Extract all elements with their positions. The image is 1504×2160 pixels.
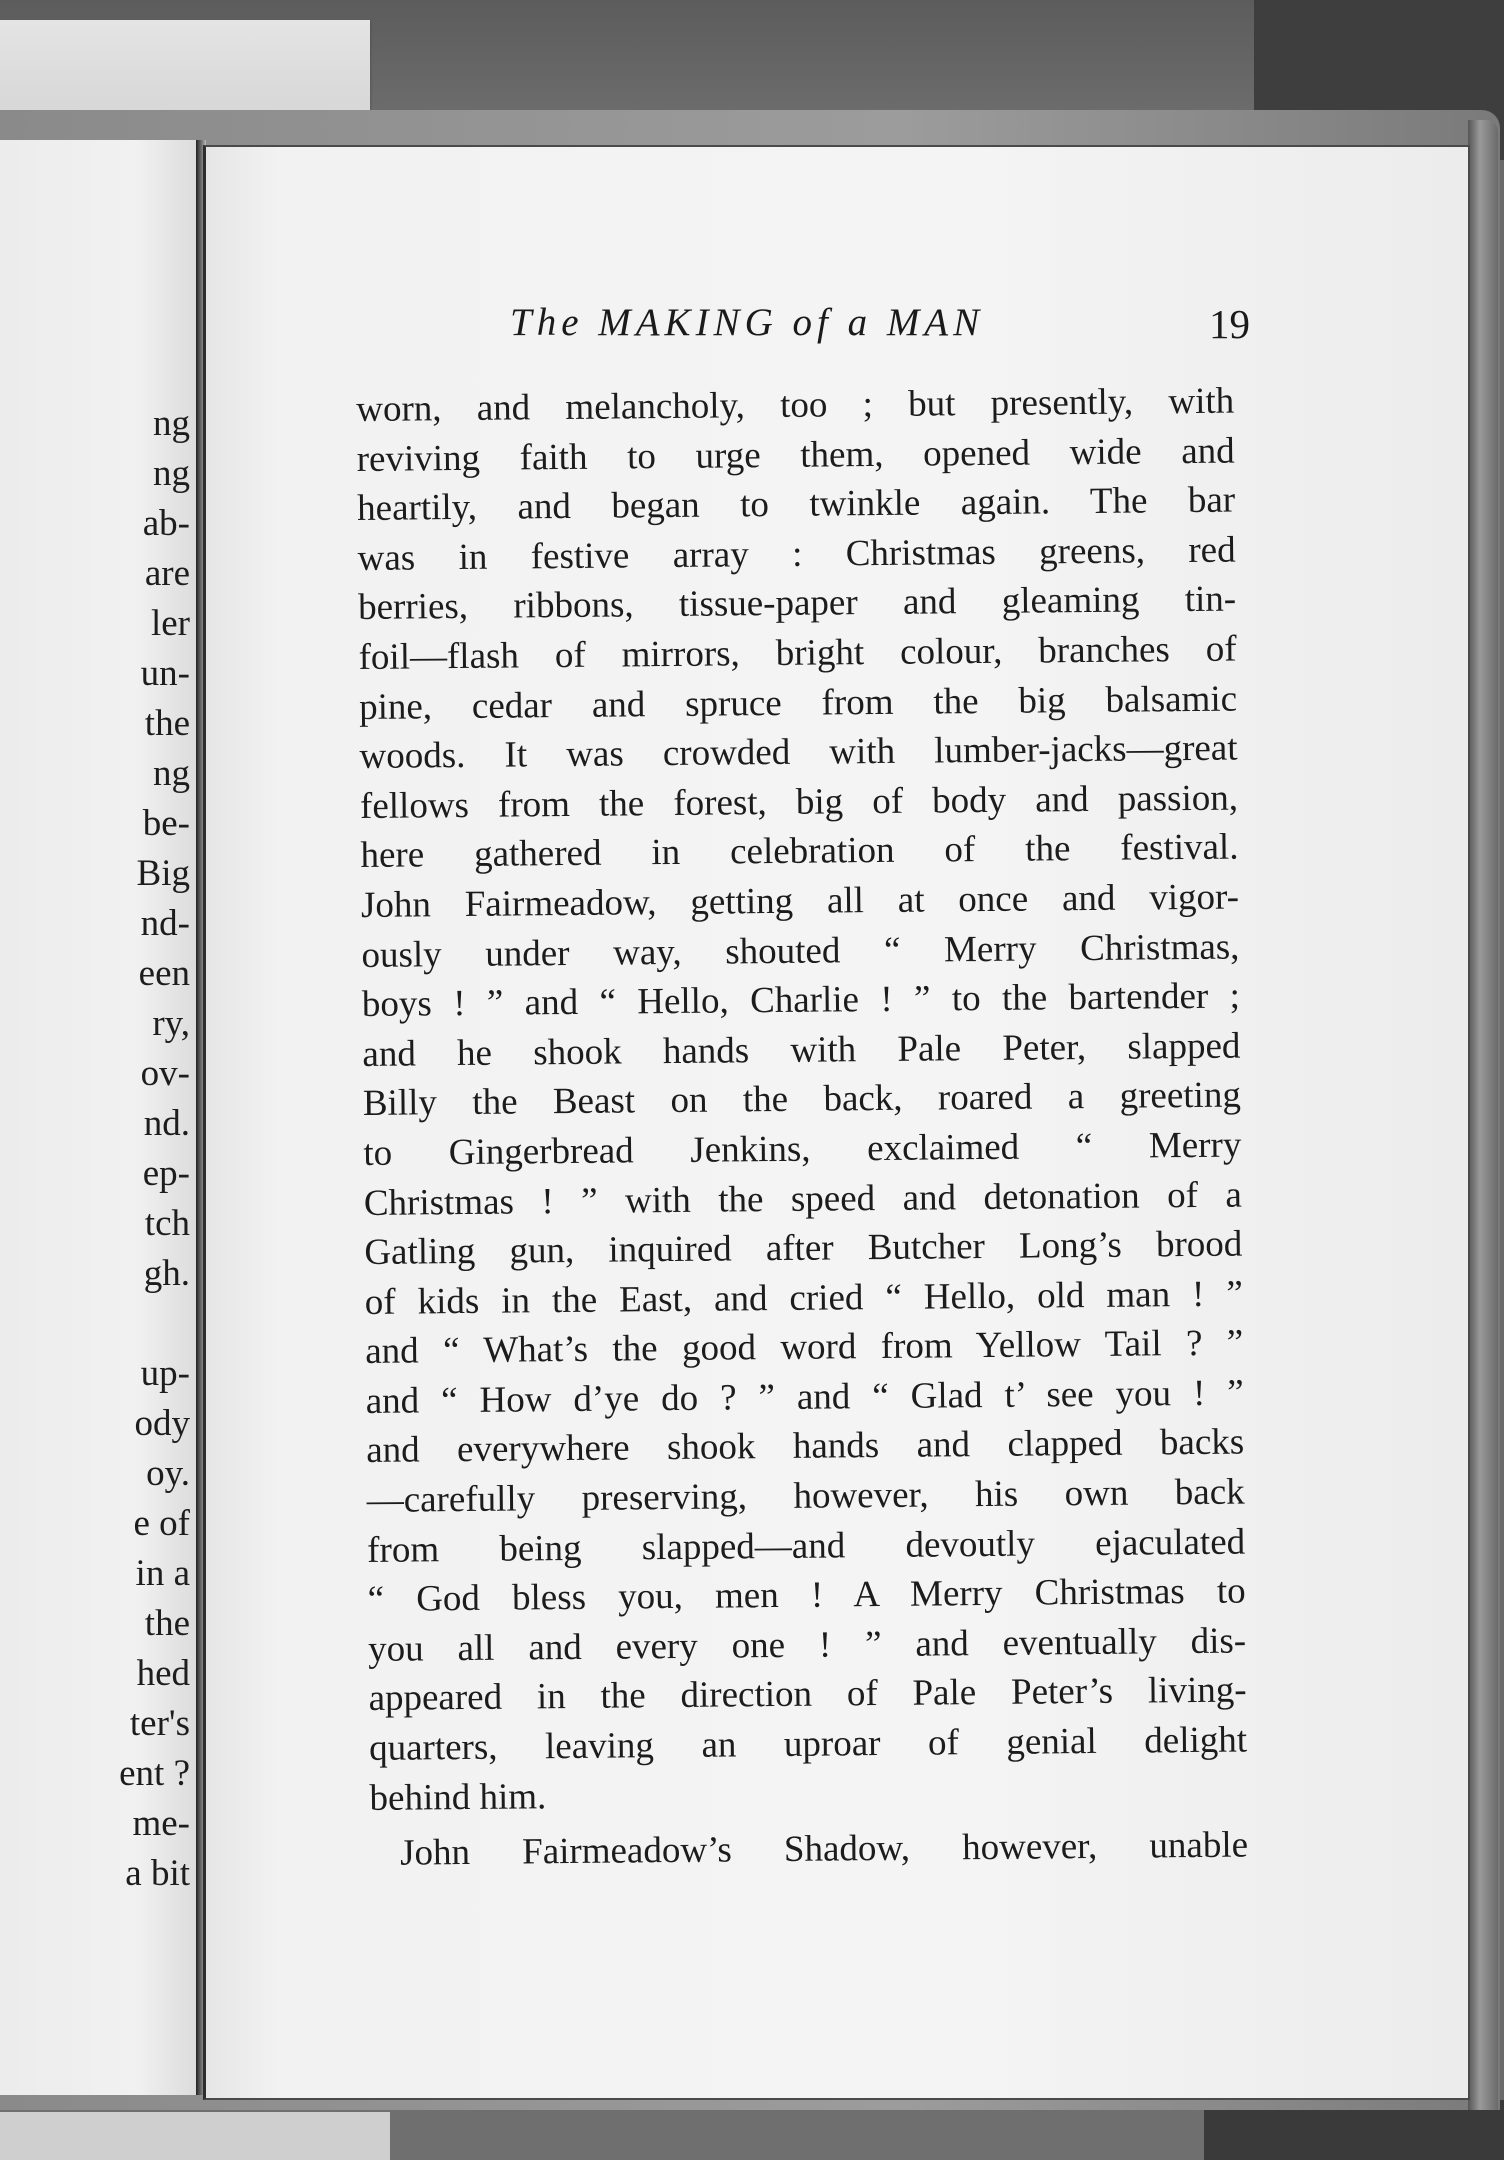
- left-page-line-fragment: hed: [136, 1653, 190, 1694]
- text-line: you all and every one ! ” and eventually dis-: [367, 1620, 1247, 1670]
- page-edge: [1468, 120, 1498, 2110]
- left-page-line-fragment: the: [144, 703, 190, 744]
- text-line: behind him.: [369, 1775, 547, 1819]
- text-line: here gathered in celebration of the festival.: [360, 826, 1239, 877]
- paper-strip-top: [0, 20, 370, 120]
- text-line: foil—flash of mirrors, bright colour, branches of: [358, 628, 1237, 678]
- left-page-line-fragment: ent ?: [119, 1753, 190, 1794]
- text-line: from being slapped—and devoutly ejaculated: [366, 1521, 1246, 1571]
- left-page-line-fragment: gh.: [143, 1253, 190, 1294]
- text-line: heartily, and began to twinkle again. The bar: [356, 479, 1236, 530]
- text-line: pine, cedar and spruce from the big balsamic: [358, 678, 1238, 728]
- running-title: The MAKING of a MAN: [510, 301, 985, 344]
- text-line: John Fairmeadow, getting all at once and vigor-: [360, 876, 1240, 926]
- left-page-line-fragment: are: [144, 553, 190, 594]
- left-page-line-fragment: be-: [142, 803, 190, 844]
- left-page-line-fragment: up-: [140, 1353, 190, 1394]
- text-line: appeared in the direction of Pale Peter’s living-: [368, 1669, 1247, 1720]
- text-line: of kids in the East, and cried “ Hello, old man ! ”: [364, 1273, 1243, 1323]
- text-line: fellows from the forest, big of body and passion,: [359, 777, 1239, 827]
- left-page-line-fragment: ab-: [142, 503, 190, 544]
- body-text: [356, 377, 1248, 1879]
- text-line: ously under way, shouted “ Merry Christmas,: [361, 926, 1240, 976]
- left-page-line-fragment: ng: [153, 403, 190, 444]
- text-line: berries, ribbons, tissue-paper and gleaming tin-: [357, 578, 1237, 629]
- page-number: 19: [1209, 301, 1250, 347]
- text-line: Billy the Beast on the back, roared a greeting: [362, 1074, 1242, 1125]
- left-page-line-fragment: ry,: [152, 1003, 190, 1044]
- left-facing-page: [0, 140, 199, 2095]
- text-line: Christmas ! ” with the speed and detonation of a: [363, 1174, 1243, 1224]
- running-header: [510, 300, 1250, 360]
- left-page-line-fragment: tch: [144, 1203, 190, 1244]
- text-line: Gatling gun, inquired after Butcher Long’s brood: [364, 1223, 1243, 1274]
- text-line: worn, and melancholy, too ; but presently, with: [356, 380, 1235, 430]
- left-page-line-fragment: ler: [150, 603, 190, 644]
- text-line: boys ! ” and “ Hello, Charlie ! ” to the bartender ;: [361, 975, 1241, 1026]
- text-line: to Gingerbread Jenkins, exclaimed “ Merry: [363, 1124, 1242, 1174]
- text-line: woods. It was crowded with lumber-jacks—great: [359, 727, 1238, 778]
- text-line: was in festive array : Christmas greens, red: [357, 529, 1236, 579]
- left-page-line-fragment: oy.: [146, 1453, 190, 1494]
- text-line: reviving faith to urge them, opened wide and: [356, 430, 1235, 480]
- left-page-line-fragment: e of: [133, 1503, 190, 1544]
- text-line: and “ How d’ye do ? ” and “ Glad t’ see you ! ”: [365, 1372, 1244, 1422]
- left-page-line-fragment: een: [138, 953, 190, 994]
- left-page-line-fragment: Big: [136, 853, 190, 894]
- left-page-line-fragment: ter's: [129, 1703, 190, 1744]
- left-page-line-fragment: ng: [153, 453, 190, 494]
- left-page-line-fragment: un-: [140, 653, 190, 694]
- text-line: and he shook hands with Pale Peter, slapped: [362, 1025, 1241, 1075]
- text-line: “ God bless you, men ! A Merry Christmas to: [367, 1570, 1246, 1621]
- left-page-line-fragment: ov-: [140, 1053, 190, 1094]
- paper-strip-bottom: [0, 2112, 390, 2160]
- left-page-line-fragment: ody: [134, 1403, 190, 1444]
- left-page-line-fragment: nd.: [143, 1103, 190, 1144]
- left-page-line-fragment: ng: [153, 753, 190, 794]
- left-page-line-fragment: a bit: [125, 1853, 190, 1894]
- left-page-line-fragment: the: [144, 1603, 190, 1644]
- text-line: John Fairmeadow’s Shadow, however, unable: [399, 1824, 1249, 1874]
- left-page-line-fragment: me-: [132, 1803, 190, 1844]
- text-line: and everywhere shook hands and clapped backs: [366, 1421, 1245, 1472]
- left-page-line-fragment: nd-: [140, 903, 190, 944]
- text-line: —carefully preserving, however, his own back: [366, 1471, 1245, 1522]
- left-page-line-fragment: ep-: [142, 1153, 190, 1194]
- text-line: and “ What’s the good word from Yellow Tail ? ”: [365, 1322, 1244, 1373]
- left-page-line-fragment: in a: [135, 1553, 190, 1594]
- text-line: quarters, leaving an uproar of genial delight: [368, 1719, 1248, 1769]
